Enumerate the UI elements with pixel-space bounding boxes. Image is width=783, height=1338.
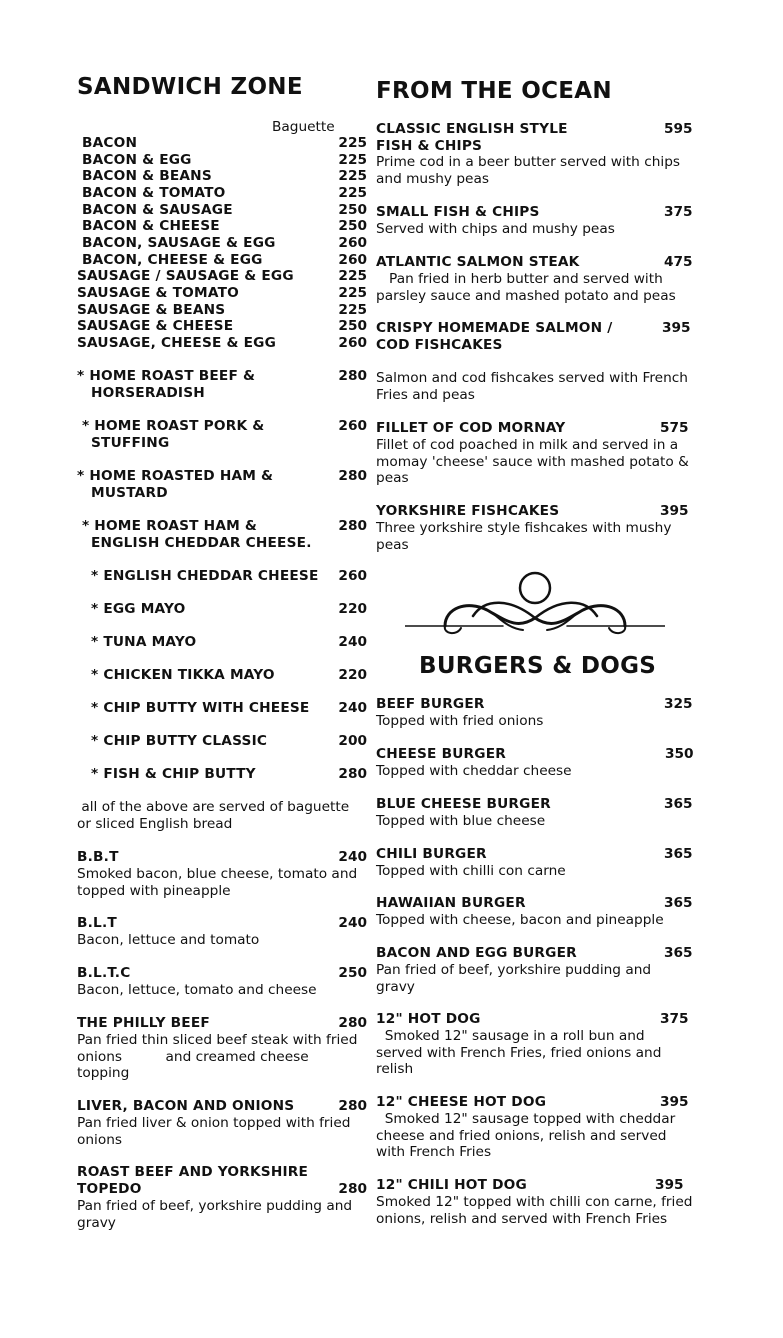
item-description: Pan fried in herb butter and served with parsley sauce and mashed potato and peas xyxy=(376,271,676,304)
item-price: 225 xyxy=(338,135,367,151)
item-name[interactable]: BEEF BURGER xyxy=(376,696,485,712)
item-name: * HOME ROAST BEEF & xyxy=(77,368,256,384)
menu-item[interactable] xyxy=(77,185,367,202)
item-name: THE PHILLY BEEF xyxy=(77,1015,210,1031)
item-description: Salmon and cod fishcakes served with French Fries and peas xyxy=(376,370,688,403)
item-price: 260 xyxy=(338,235,367,251)
item-name: BACON & TOMATO xyxy=(77,185,226,201)
item-price: 225 xyxy=(338,285,367,301)
item-name: SAUSAGE & BEANS xyxy=(77,302,226,318)
menu-item-starred[interactable] xyxy=(77,700,367,717)
item-description: Topped with fried onions xyxy=(376,713,544,729)
menu-item[interactable] xyxy=(77,335,367,352)
item-price: 250 xyxy=(338,965,367,981)
menu-item-starred[interactable] xyxy=(77,601,367,618)
menu-item[interactable] xyxy=(77,1098,367,1115)
item-name: BACON & CHEESE xyxy=(77,218,220,234)
item-price: 225 xyxy=(338,152,367,168)
item-name[interactable]: 12" CHEESE HOT DOG xyxy=(376,1094,547,1110)
item-name: LIVER, BACON AND ONIONS xyxy=(77,1098,295,1114)
item-name-line2: STUFFING xyxy=(91,435,170,451)
item-name: B.B.T xyxy=(77,849,119,865)
menu-item[interactable] xyxy=(77,285,367,302)
from-the-ocean-title: FROM THE OCEAN xyxy=(376,78,612,104)
menu-item[interactable] xyxy=(77,218,367,235)
item-price: 225 xyxy=(338,268,367,284)
item-price: 595 xyxy=(664,121,693,137)
sandwich-zone-title: SANDWICH ZONE xyxy=(77,74,303,100)
item-price: 395 xyxy=(662,320,691,336)
item-name: * CHIP BUTTY WITH CHEESE xyxy=(91,700,310,716)
item-name[interactable]: SMALL FISH & CHIPS xyxy=(376,204,540,220)
menu-item[interactable] xyxy=(77,915,367,932)
serving-note: all of the above are served of baguette or sliced English bread xyxy=(77,799,350,832)
menu-item-starred[interactable] xyxy=(77,368,367,385)
item-name[interactable]: CHILI BURGER xyxy=(376,846,487,862)
item-name[interactable]: 12" CHILI HOT DOG xyxy=(376,1177,527,1193)
item-description: Topped with cheese, bacon and pineapple xyxy=(376,912,664,928)
item-name[interactable]: CHEESE BURGER xyxy=(376,746,506,762)
item-price: 395 xyxy=(655,1177,684,1193)
item-description: Fillet of cod poached in milk and served in a momay 'cheese' sauce with mashed potato & peas xyxy=(376,437,689,487)
item-name: BACON & SAUSAGE xyxy=(77,202,233,218)
item-name[interactable]: CLASSIC ENGLISH STYLE FISH & CHIPS xyxy=(376,121,568,154)
item-price: 280 xyxy=(338,1098,367,1114)
menu-item[interactable] xyxy=(77,235,367,252)
item-price: 200 xyxy=(338,733,367,749)
menu-item-starred[interactable] xyxy=(77,418,367,435)
item-description: Pan fried thin sliced beef steak with fried onions and creamed cheese topping xyxy=(77,1032,358,1082)
item-description: Topped with chilli con carne xyxy=(376,863,566,879)
item-price: 280 xyxy=(338,368,367,384)
menu-item[interactable] xyxy=(77,202,367,219)
item-price: 280 xyxy=(338,1181,367,1197)
item-name: SAUSAGE / SAUSAGE & EGG xyxy=(77,268,294,284)
item-name-line2: ENGLISH CHEDDAR CHEESE. xyxy=(91,535,312,551)
item-price: 260 xyxy=(338,568,367,584)
item-price: 240 xyxy=(338,915,367,931)
item-name: * HOME ROAST PORK & xyxy=(77,418,265,434)
item-price: 575 xyxy=(660,420,689,436)
menu-item[interactable] xyxy=(77,135,367,152)
item-price: 220 xyxy=(338,667,367,683)
item-name: * CHICKEN TIKKA MAYO xyxy=(91,667,275,683)
item-description: Bacon, lettuce, tomato and cheese xyxy=(77,982,317,998)
item-description: Pan fried liver & onion topped with fried onions xyxy=(77,1115,351,1148)
menu-item-starred[interactable] xyxy=(77,468,367,485)
item-description: Smoked 12" sausage topped with cheddar cheese and fried onions, relish and served with French Fries xyxy=(376,1111,676,1161)
item-name: B.L.T xyxy=(77,915,117,931)
flourish-divider-icon xyxy=(405,568,665,636)
item-description: Smoked 12" topped with chilli con carne, fried onions, relish and served with French Fries xyxy=(376,1194,693,1227)
item-price: 365 xyxy=(664,945,693,961)
item-price: 225 xyxy=(338,185,367,201)
item-price: 250 xyxy=(338,218,367,234)
item-name: SAUSAGE & CHEESE xyxy=(77,318,234,334)
item-price: 350 xyxy=(665,746,694,762)
item-price: 280 xyxy=(338,518,367,534)
item-price: 280 xyxy=(338,468,367,484)
item-price: 260 xyxy=(338,418,367,434)
item-price: 280 xyxy=(338,1015,367,1031)
item-price: 475 xyxy=(664,254,693,270)
item-name[interactable]: CRISPY HOMEMADE SALMON / COD FISHCAKES xyxy=(376,320,613,353)
item-name: * ENGLISH CHEDDAR CHEESE xyxy=(91,568,319,584)
menu-item-starred[interactable] xyxy=(77,634,367,651)
burgers-dogs-title: BURGERS & DOGS xyxy=(419,653,657,679)
menu-item[interactable] xyxy=(77,318,367,335)
item-description: Topped with blue cheese xyxy=(376,813,546,829)
item-name[interactable]: ROAST BEEF AND YORKSHIRE TOPEDO xyxy=(77,1164,309,1197)
menu-item-starred[interactable] xyxy=(77,568,367,585)
item-name[interactable]: FILLET OF COD MORNAY xyxy=(376,420,566,436)
item-price: 395 xyxy=(660,503,689,519)
menu-item[interactable] xyxy=(77,168,367,185)
menu-item[interactable] xyxy=(77,1015,367,1032)
menu-item[interactable] xyxy=(77,302,367,319)
item-name[interactable]: YORKSHIRE FISHCAKES xyxy=(376,503,560,519)
item-price: 250 xyxy=(338,318,367,334)
baguette-label: Baguette xyxy=(272,119,335,135)
item-name-line2: HORSERADISH xyxy=(91,385,205,401)
item-name[interactable]: 12" HOT DOG xyxy=(376,1011,481,1027)
menu-item-starred[interactable] xyxy=(77,518,367,535)
item-price: 325 xyxy=(664,696,693,712)
item-description: Pan fried of beef, yorkshire pudding and gravy xyxy=(376,962,652,995)
item-name: BACON xyxy=(77,135,138,151)
item-description: Three yorkshire style fishcakes with mushy peas xyxy=(376,520,672,553)
item-name[interactable]: BLUE CHEESE BURGER xyxy=(376,796,551,812)
item-description: Served with chips and mushy peas xyxy=(376,221,615,237)
item-name: BACON & EGG xyxy=(77,152,192,168)
item-name: * EGG MAYO xyxy=(91,601,186,617)
item-price: 240 xyxy=(338,700,367,716)
item-description: Smoked 12" sausage in a roll bun and served with French Fries, fried onions and relish xyxy=(376,1028,662,1078)
item-price: 365 xyxy=(664,796,693,812)
item-name: B.L.T.C xyxy=(77,965,131,981)
menu-item[interactable] xyxy=(77,152,367,169)
menu-item[interactable] xyxy=(77,849,367,866)
item-name-line2: MUSTARD xyxy=(91,485,168,501)
item-name: * FISH & CHIP BUTTY xyxy=(91,766,256,782)
item-name: * HOME ROASTED HAM & xyxy=(77,468,274,484)
item-description: Bacon, lettuce and tomato xyxy=(77,932,260,948)
item-price: 250 xyxy=(338,202,367,218)
item-name: SAUSAGE & TOMATO xyxy=(77,285,239,301)
item-name: BACON, SAUSAGE & EGG xyxy=(77,235,276,251)
item-name: * TUNA MAYO xyxy=(91,634,197,650)
item-price: 225 xyxy=(338,168,367,184)
item-name: * HOME ROAST HAM & xyxy=(77,518,258,534)
item-description: Prime cod in a beer butter served with chips and mushy peas xyxy=(376,154,681,187)
item-name: * CHIP BUTTY CLASSIC xyxy=(91,733,268,749)
item-name: SAUSAGE, CHEESE & EGG xyxy=(77,335,277,351)
menu-item[interactable] xyxy=(77,268,367,285)
item-price: 365 xyxy=(664,895,693,911)
item-name: BACON, CHEESE & EGG xyxy=(77,252,263,268)
item-price: 240 xyxy=(338,634,367,650)
item-price: 260 xyxy=(338,252,367,268)
item-price: 280 xyxy=(338,766,367,782)
item-price: 375 xyxy=(664,204,693,220)
item-name: BACON & BEANS xyxy=(77,168,212,184)
item-price: 260 xyxy=(338,335,367,351)
item-name[interactable]: HAWAIIAN BURGER xyxy=(376,895,526,911)
menu-item-starred[interactable] xyxy=(77,667,367,684)
item-description: Pan fried of beef, yorkshire pudding and gravy xyxy=(77,1198,353,1231)
item-name[interactable]: BACON AND EGG BURGER xyxy=(376,945,577,961)
item-name[interactable]: ATLANTIC SALMON STEAK xyxy=(376,254,580,270)
item-price: 225 xyxy=(338,302,367,318)
item-description: Smoked bacon, blue cheese, tomato and topped with pineapple xyxy=(77,866,358,899)
item-price: 240 xyxy=(338,849,367,865)
menu-item[interactable] xyxy=(77,965,367,982)
menu-item[interactable] xyxy=(77,252,367,269)
item-price: 395 xyxy=(660,1094,689,1110)
item-price: 365 xyxy=(664,846,693,862)
item-price: 220 xyxy=(338,601,367,617)
item-description: Topped with cheddar cheese xyxy=(376,763,572,779)
menu-item-starred[interactable] xyxy=(77,733,367,750)
item-price: 375 xyxy=(660,1011,689,1027)
menu-item-starred[interactable] xyxy=(77,766,367,783)
